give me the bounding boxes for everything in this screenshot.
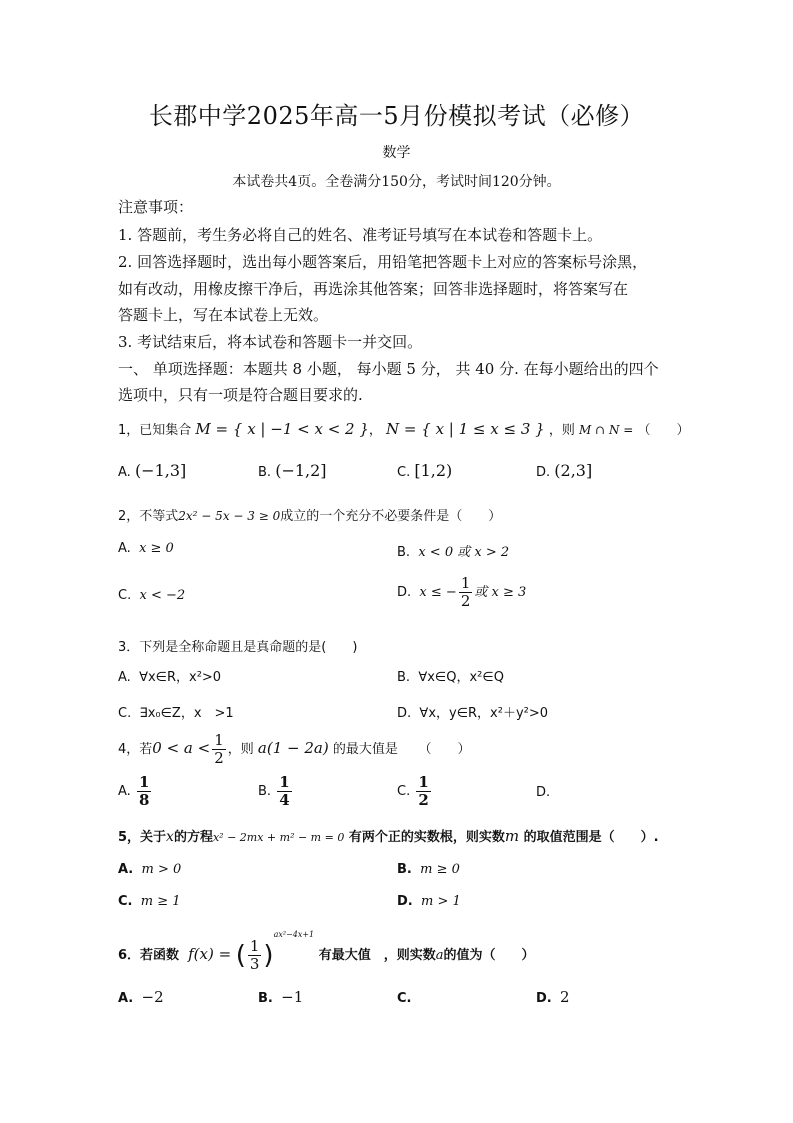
- question-1-stem: 1，已知集合 M = { x | −1 < x < 2 }， N = { x | 1 ≤ x ≤ 3 } ，则 M ∩ N = （ ）: [118, 420, 690, 438]
- q6-option-b[interactable]: B. −1: [258, 988, 304, 1006]
- q2-option-a[interactable]: A. x ≥ 0: [118, 541, 174, 556]
- notice-item-1: 1. 答题前，考生务必将自己的姓名、准考证号填写在本试卷和答题卡上。: [118, 226, 603, 244]
- q6-option-c[interactable]: C.: [397, 991, 412, 1006]
- q1-option-d[interactable]: D. (2,3]: [536, 461, 593, 480]
- exam-title: 长郡中学2025年高一5月份模拟考试（必修）: [148, 102, 645, 130]
- q1-option-a[interactable]: A. (−1,3]: [118, 461, 187, 480]
- question-2-stem: 2，不等式2x² − 5x − 3 ≥ 0成立的一个充分不必要条件是（ ）: [118, 509, 502, 524]
- exam-intro: 本试卷共4页。全卷满分150分，考试时间120分钟。: [232, 174, 561, 190]
- q4-option-c[interactable]: C. $\frac{1}{2}$: [397, 773, 429, 809]
- notice-heading: 注意事项：: [118, 198, 194, 216]
- notice-item-3: 3. 考试结束后，将本试卷和答题卡一并交回。: [118, 333, 423, 351]
- q5-option-a[interactable]: A. m > 0: [118, 862, 182, 877]
- q2-option-b[interactable]: B. x < 0 或 x > 2: [397, 545, 510, 560]
- set-n: N = { x | 1 ≤ x ≤ 3 }: [386, 420, 545, 438]
- question-4-stem: 4，若0 < a < $\frac{1}{2}$ ，则 a(1 − 2a) 的最大值是 （ ）: [118, 731, 471, 767]
- notice-item-2-line-3: 答题卡上，写在本试卷上无效。: [118, 306, 329, 324]
- q3-option-c[interactable]: C. ∃x₀∈Z，x >1: [118, 706, 234, 721]
- q5-option-b[interactable]: B. m ≥ 0: [397, 862, 460, 877]
- section-heading-line-1: 一、 单项选择题：本题共 8 小题， 每小题 5 分， 共 40 分. 在每小题给出的四个: [118, 360, 659, 378]
- q6-option-a[interactable]: A. −2: [118, 988, 164, 1006]
- q4-option-d[interactable]: D.: [536, 785, 551, 800]
- notice-item-2-line-2: 如有改动，用橡皮擦干净后，再选涂其他答案；回答非选择题时，将答案写在: [118, 280, 629, 298]
- question-6-stem: 6．若函数 f(x) = ( $\frac{1}{3}$ )$^{ax^2-4x+1}$ 有最大值 ，则实数a的值为（ ）: [118, 930, 535, 973]
- q3-option-a[interactable]: A. ∀x∈R，x²>0: [118, 670, 222, 685]
- set-m: M = { x | −1 < x < 2 }: [195, 420, 369, 438]
- q5-option-d[interactable]: D. m > 1: [397, 894, 461, 909]
- q1-option-c[interactable]: C. [1,2): [397, 461, 453, 480]
- q3-option-b[interactable]: B. ∀x∈Q，x²∈Q: [397, 670, 504, 685]
- question-3-stem: 3．下列是全称命题且是真命题的是( ): [118, 640, 358, 655]
- q1-option-b[interactable]: B. (−1,2]: [258, 461, 327, 480]
- q3-option-d[interactable]: D. ∀x，y∈R，x²＋y²>0: [397, 706, 549, 721]
- subject-label: 数学: [382, 145, 411, 161]
- question-5-stem: 5，关于x的方程x² − 2mx + m² − m = 0 有两个正的实数根，则实数m 的取值范围是（ ）.: [118, 827, 659, 845]
- q6-option-d[interactable]: D. 2: [536, 988, 570, 1006]
- notice-item-2-line-1: 2. 回答选择题时，选出每小题答案后，用铅笔把答题卡上对应的答案标号涂黑，: [118, 253, 648, 271]
- q4-option-b[interactable]: B. $\frac{1}{4}$: [258, 773, 290, 809]
- q5-option-c[interactable]: C. m ≥ 1: [118, 894, 181, 909]
- q2-option-c[interactable]: C. x < −2: [118, 588, 186, 603]
- q4-option-a[interactable]: A. $\frac{1}{8}$: [118, 773, 150, 809]
- q2-option-d[interactable]: D. x ≤ − $\frac{1}{2}$ 或 x ≥ 3: [397, 574, 527, 610]
- section-heading-line-2: 选项中，只有一项是符合题目要求的.: [118, 386, 363, 404]
